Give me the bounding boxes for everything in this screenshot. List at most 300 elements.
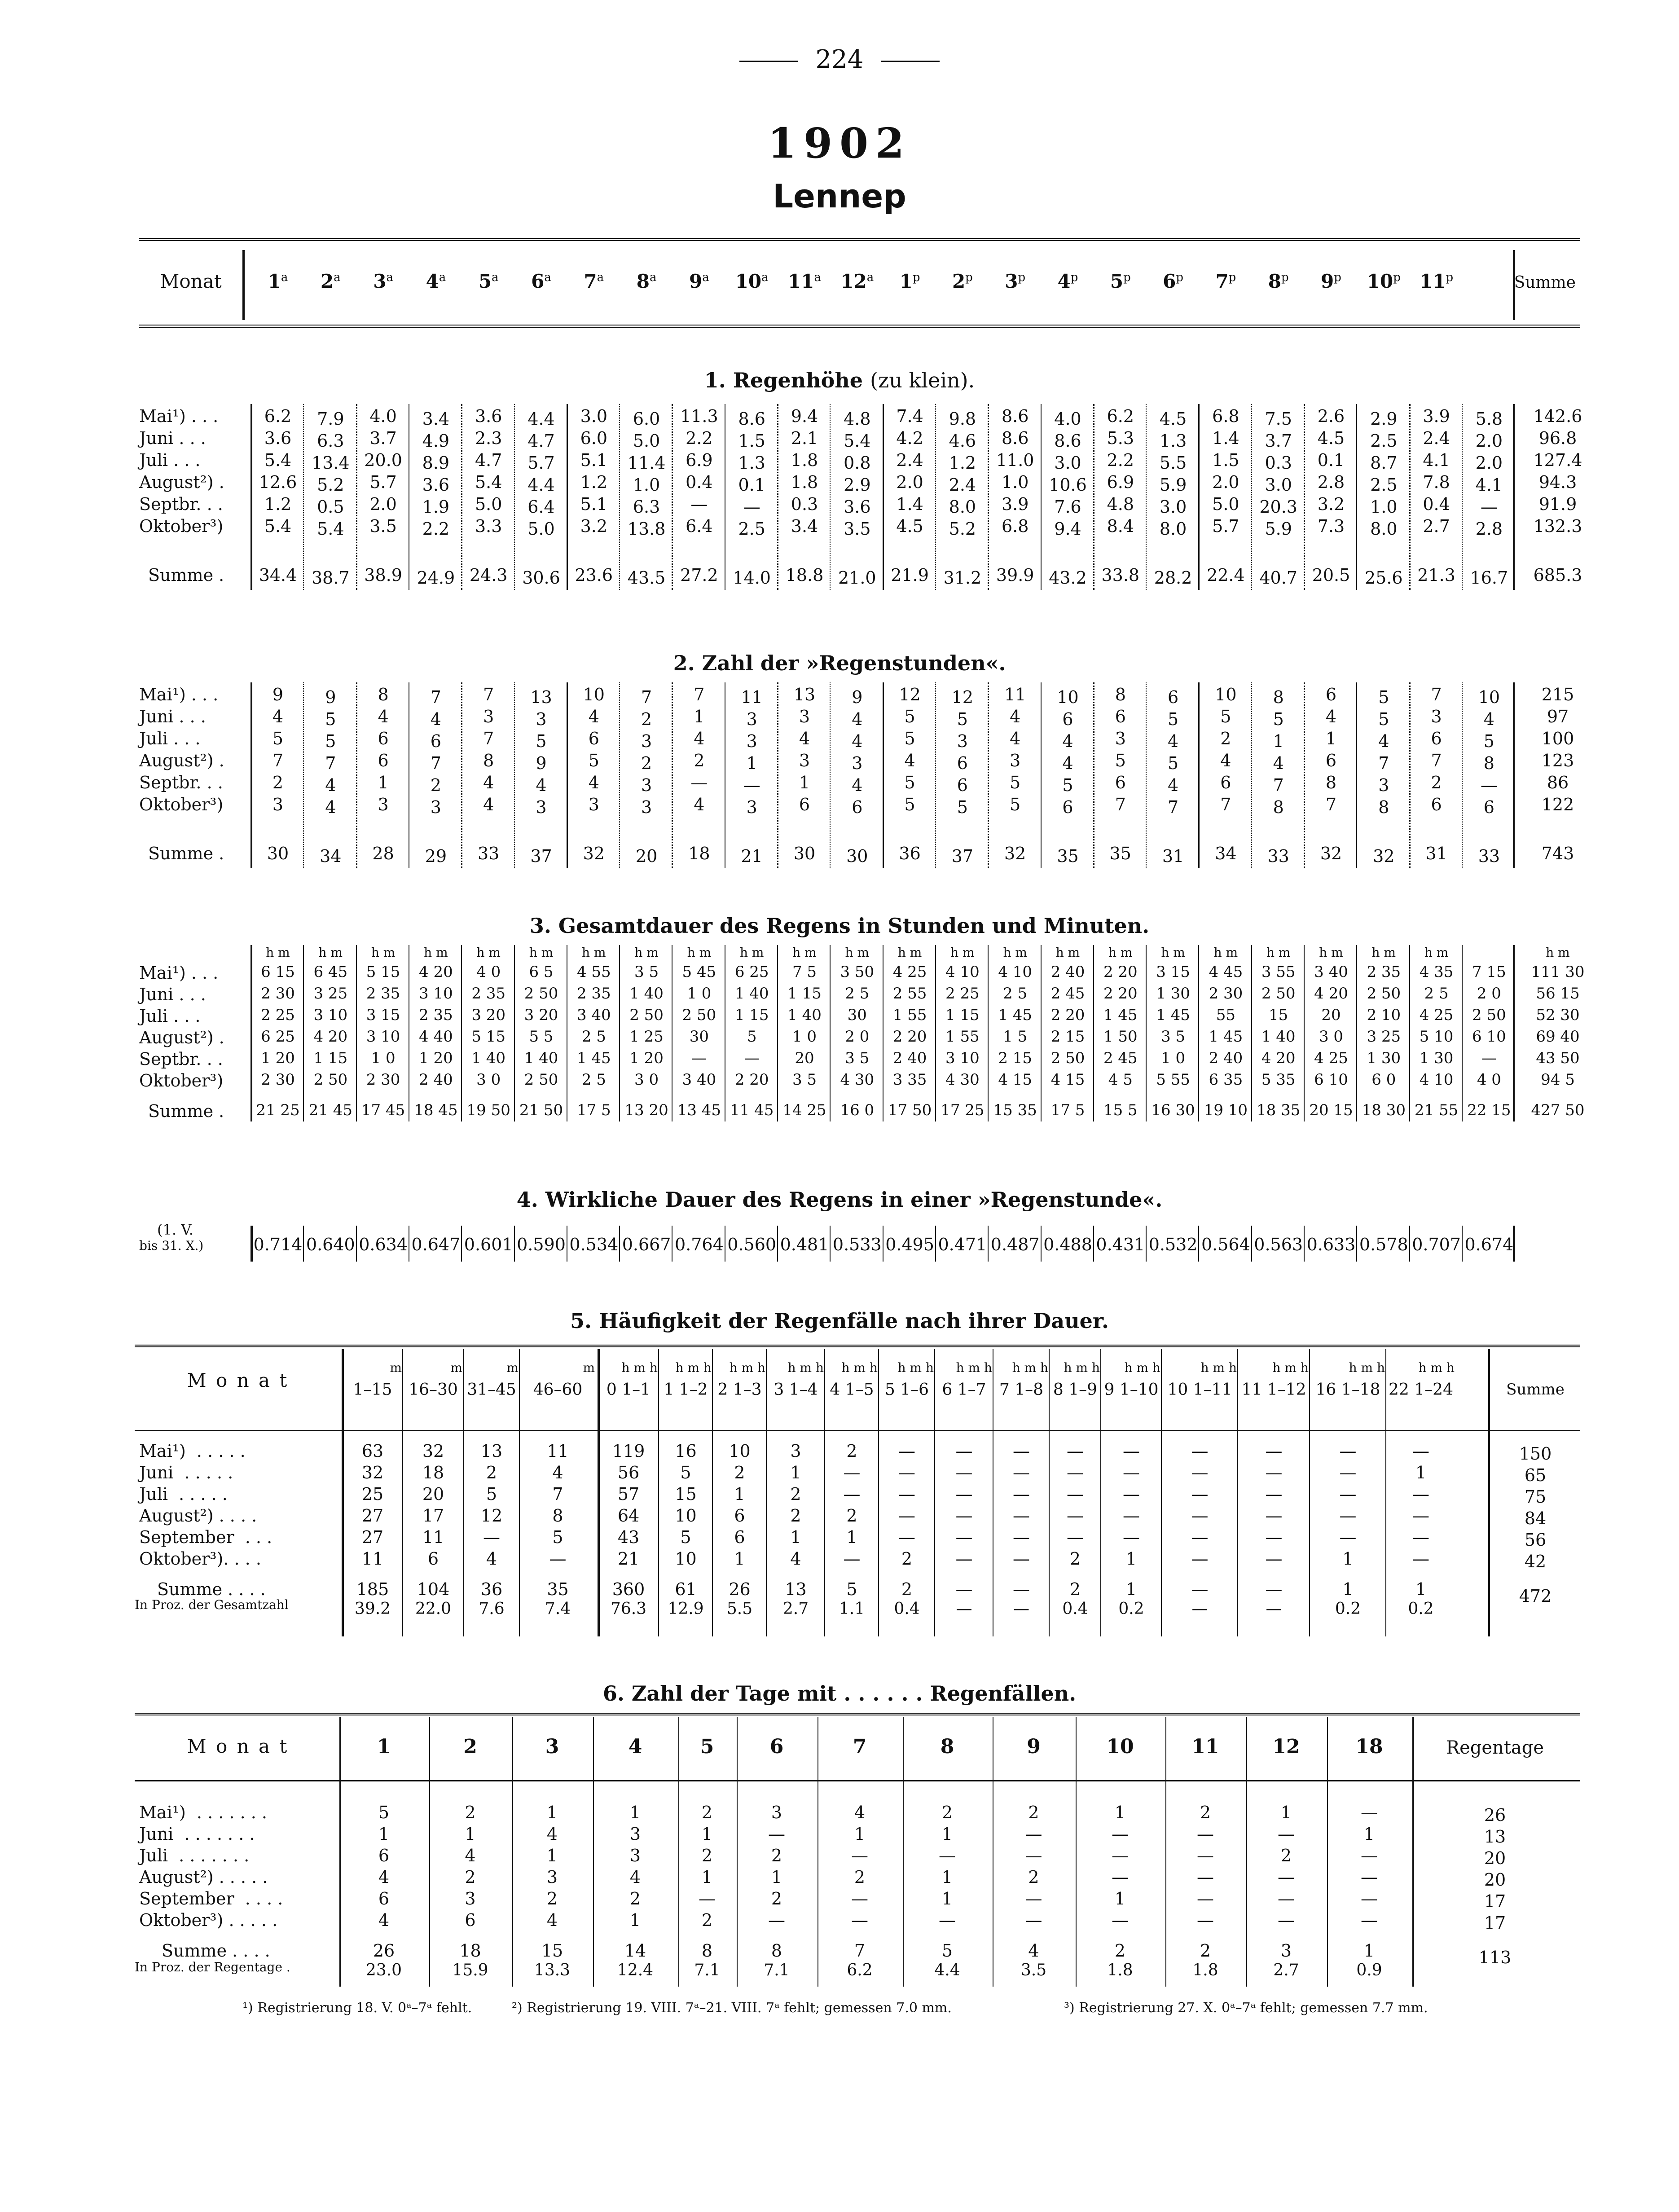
duration-value: 0.578 bbox=[1359, 1235, 1408, 1254]
column-rule bbox=[830, 682, 831, 868]
month-label: Juli . . . bbox=[139, 1006, 201, 1026]
value-cell: 20 bbox=[422, 1484, 444, 1504]
value-cell: 2 bbox=[1069, 1549, 1081, 1569]
value-cell: 5 bbox=[904, 773, 915, 792]
column-rule bbox=[934, 1349, 935, 1636]
row-sum: 75 bbox=[1524, 1487, 1547, 1507]
value-cell: 4.8 bbox=[1107, 494, 1134, 514]
column-rule bbox=[461, 1226, 462, 1262]
value-cell: 3 bbox=[771, 1803, 782, 1822]
value-cell: 1.0 bbox=[633, 475, 660, 495]
value-cell: 2 35 bbox=[576, 985, 611, 1003]
value-cell: 4 bbox=[1062, 753, 1073, 773]
duration-class-header: 1 1–2 bbox=[664, 1381, 708, 1399]
value-cell: 13 bbox=[793, 685, 816, 704]
value-cell: — bbox=[1265, 1463, 1283, 1482]
month-label: August²) . bbox=[139, 751, 224, 770]
value-cell: — bbox=[1197, 1846, 1214, 1865]
column-sum: 14 25 bbox=[782, 1101, 826, 1119]
value-cell: 6 bbox=[799, 795, 810, 814]
column-rule bbox=[514, 404, 515, 590]
value-cell: 3.0 bbox=[1265, 475, 1292, 495]
value-cell: 6 bbox=[427, 1549, 439, 1569]
value-cell: — bbox=[1123, 1527, 1140, 1547]
value-cell: 5 bbox=[272, 729, 284, 748]
value-cell: 6 bbox=[378, 1889, 390, 1909]
value-cell: 5.7 bbox=[369, 472, 397, 492]
hour-header-cell: 2$^p$ bbox=[952, 270, 973, 292]
value-cell: 6 bbox=[1325, 751, 1337, 770]
column-sum: 32 bbox=[1373, 846, 1395, 866]
month-header: M o n a t bbox=[187, 1369, 289, 1391]
value-cell: 3.9 bbox=[1423, 406, 1450, 426]
value-cell: 11 bbox=[361, 1549, 384, 1569]
column-rule bbox=[935, 945, 936, 1121]
value-cell: — bbox=[1067, 1527, 1084, 1547]
value-cell: 6 bbox=[378, 729, 389, 748]
value-cell: 1 45 bbox=[576, 1049, 611, 1067]
section-6-title: 6. Zahl der Tage mit . . . . . . Regenfällen. bbox=[602, 1681, 1077, 1706]
value-cell: 3 5 bbox=[634, 963, 659, 981]
column-sum: 7 bbox=[854, 1941, 866, 1961]
column-rule bbox=[766, 1349, 767, 1636]
column-sum: 1 bbox=[1415, 1579, 1427, 1599]
value-cell: 63 bbox=[361, 1441, 384, 1461]
duration-class-header: 5 1–6 bbox=[884, 1381, 929, 1399]
value-cell: 1.5 bbox=[1212, 450, 1239, 470]
row-sum: 20 bbox=[1484, 1870, 1506, 1890]
column-rule bbox=[1409, 1226, 1410, 1262]
value-cell: 4 bbox=[546, 1910, 558, 1930]
column-sum: 26 bbox=[373, 1941, 395, 1961]
value-cell: 3.2 bbox=[580, 516, 608, 536]
column-rule bbox=[1093, 682, 1094, 868]
value-cell: 0.5 bbox=[317, 497, 344, 517]
value-cell: — bbox=[1480, 497, 1498, 517]
value-cell: — bbox=[1481, 1049, 1497, 1067]
column-rule bbox=[461, 404, 462, 590]
value-cell: 3 bbox=[629, 1824, 641, 1844]
duration-value: 0.564 bbox=[1201, 1235, 1250, 1254]
column-rule bbox=[1304, 945, 1305, 1121]
value-cell: 1 25 bbox=[629, 1028, 664, 1046]
value-cell: 1 bbox=[465, 1824, 476, 1844]
value-cell: — bbox=[1025, 1889, 1042, 1909]
value-cell: 2 30 bbox=[261, 985, 295, 1003]
month-label: August²) . . . . bbox=[139, 1506, 257, 1526]
value-cell: 1 bbox=[1273, 731, 1284, 751]
value-cell: 4.0 bbox=[1054, 409, 1081, 429]
value-cell: 4 25 bbox=[892, 963, 927, 981]
column-sum: 38.7 bbox=[311, 568, 350, 588]
value-cell: 2 25 bbox=[261, 1006, 295, 1024]
row-sum: 132.3 bbox=[1533, 516, 1582, 536]
month-header: M o n a t bbox=[187, 1735, 289, 1757]
value-cell: 9.8 bbox=[949, 409, 976, 429]
column-sum: 2 bbox=[1200, 1941, 1211, 1961]
value-cell: 3.4 bbox=[422, 409, 450, 429]
value-cell: — bbox=[955, 1463, 973, 1482]
value-cell: 6 bbox=[1168, 687, 1179, 707]
hour-header-cell: 10$^p$ bbox=[1367, 270, 1401, 292]
value-cell: 6.0 bbox=[580, 428, 608, 448]
month-label: Mai¹) . . . bbox=[139, 406, 219, 426]
row-sum: 123 bbox=[1541, 751, 1574, 770]
value-cell: 2 bbox=[701, 1803, 713, 1822]
value-cell: 5.0 bbox=[527, 519, 555, 539]
column-rule bbox=[303, 404, 304, 590]
row-sum: 65 bbox=[1524, 1465, 1547, 1485]
value-cell: 2 50 bbox=[1472, 1006, 1506, 1024]
value-cell: 5.5 bbox=[1159, 453, 1187, 473]
month-label: Juli . . . bbox=[139, 450, 201, 470]
column-rule bbox=[1246, 1717, 1247, 1987]
percent-cell: 0.4 bbox=[1062, 1600, 1088, 1618]
value-cell: 2 50 bbox=[1367, 985, 1401, 1003]
value-cell: 4 bbox=[1168, 731, 1179, 751]
column-rule bbox=[1041, 945, 1042, 1121]
value-cell: 2 40 bbox=[1209, 1049, 1243, 1067]
column-rule bbox=[1198, 945, 1199, 1121]
value-cell: 1.4 bbox=[896, 494, 923, 514]
value-cell: 6 45 bbox=[313, 963, 348, 981]
duration-value: 0.471 bbox=[938, 1235, 987, 1254]
value-cell: 1 bbox=[629, 1803, 641, 1822]
value-cell: 6.8 bbox=[1212, 406, 1239, 426]
value-cell: 4.7 bbox=[527, 431, 555, 451]
value-cell: 5 bbox=[1168, 753, 1179, 773]
duration-value: 0.563 bbox=[1254, 1235, 1303, 1254]
value-cell: 3 10 bbox=[419, 985, 453, 1003]
value-cell: 4 bbox=[852, 709, 863, 729]
unit-label: h m h bbox=[1200, 1360, 1237, 1375]
value-cell: 2 bbox=[465, 1803, 476, 1822]
value-cell: 1 bbox=[734, 1484, 745, 1504]
column-rule bbox=[429, 1717, 430, 1987]
column-sum: 16 0 bbox=[840, 1101, 875, 1119]
value-cell: 1 45 bbox=[1103, 1006, 1138, 1024]
column-sum: 32 bbox=[1320, 844, 1342, 863]
value-cell: 5.4 bbox=[844, 431, 871, 451]
column-rule bbox=[1161, 1349, 1162, 1636]
value-cell: 12.6 bbox=[259, 472, 297, 492]
value-cell: — bbox=[1412, 1484, 1429, 1504]
value-cell: 20.0 bbox=[364, 450, 402, 470]
value-cell: 4.1 bbox=[1423, 450, 1450, 470]
column-rule bbox=[1356, 945, 1357, 1121]
column-rule bbox=[1198, 1226, 1199, 1262]
duration-class-header: 31–45 bbox=[467, 1381, 516, 1399]
percent-cell: 4.4 bbox=[934, 1961, 960, 1979]
value-cell: 3 bbox=[790, 1441, 801, 1461]
value-cell: 2 bbox=[486, 1463, 497, 1482]
value-cell: — bbox=[1265, 1484, 1283, 1504]
count-header: 9 bbox=[1027, 1735, 1041, 1758]
value-cell: — bbox=[1191, 1527, 1209, 1547]
value-cell: 1 0 bbox=[1161, 1049, 1186, 1067]
value-cell: 8.0 bbox=[949, 497, 976, 517]
value-cell: 1 bbox=[1415, 1463, 1427, 1482]
hour-header-cell: 8$^a$ bbox=[636, 270, 657, 292]
value-cell: 1 bbox=[546, 1846, 558, 1865]
month-label: Oktober³). . . . bbox=[139, 1549, 261, 1569]
unit-label: h m bbox=[1319, 945, 1343, 960]
hour-header-cell: 3$^a$ bbox=[373, 270, 393, 292]
column-rule bbox=[672, 682, 673, 868]
value-cell: 7.9 bbox=[317, 409, 344, 429]
value-cell: 4.9 bbox=[422, 431, 450, 451]
column-sum: 13 20 bbox=[624, 1101, 668, 1119]
column-rule bbox=[988, 945, 989, 1121]
column-sum: 21.3 bbox=[1417, 565, 1455, 585]
value-cell: 1 bbox=[790, 1527, 801, 1547]
value-cell: 20 bbox=[795, 1049, 814, 1067]
value-cell: 11 bbox=[422, 1527, 444, 1547]
value-cell: 7 bbox=[1115, 795, 1126, 814]
value-cell: 3.2 bbox=[1317, 494, 1345, 514]
percent-cell: 13.3 bbox=[534, 1961, 571, 1979]
value-cell: 3.0 bbox=[580, 406, 608, 426]
value-cell: 5.7 bbox=[1212, 516, 1239, 536]
column-rule bbox=[883, 404, 884, 590]
value-cell: 3 bbox=[799, 707, 810, 726]
value-cell: 2 50 bbox=[524, 1071, 558, 1089]
value-cell: 6 bbox=[852, 797, 863, 817]
value-cell: 7 bbox=[483, 729, 494, 748]
value-cell: 4 bbox=[546, 1824, 558, 1844]
month-label: Septbr. . . bbox=[139, 494, 223, 514]
value-cell: — bbox=[744, 1049, 760, 1067]
hour-header-cell: 4$^p$ bbox=[1057, 270, 1078, 292]
value-cell: 1 45 bbox=[998, 1006, 1033, 1024]
value-cell: 6 5 bbox=[529, 963, 554, 981]
value-cell: 5 bbox=[904, 707, 915, 726]
value-cell: 2 35 bbox=[419, 1006, 453, 1024]
month-label: August²) . bbox=[139, 472, 224, 492]
column-rule bbox=[619, 945, 620, 1121]
column-sum: 30.6 bbox=[522, 568, 560, 588]
unit-label: h m bbox=[318, 945, 343, 960]
hour-header-cell: 6$^a$ bbox=[531, 270, 551, 292]
value-cell: 13 bbox=[530, 687, 552, 707]
hour-header-cell: 5$^p$ bbox=[1110, 270, 1131, 292]
value-cell: — bbox=[743, 497, 760, 517]
value-cell: 2 bbox=[465, 1867, 476, 1887]
hour-header-cell: 1$^a$ bbox=[268, 270, 288, 292]
column-sum: 19 50 bbox=[466, 1101, 510, 1119]
column-rule bbox=[1356, 1226, 1357, 1262]
duration-class-header: 46–60 bbox=[533, 1381, 583, 1399]
value-cell: 2 35 bbox=[366, 985, 400, 1003]
month-label: Juli . . . bbox=[139, 729, 201, 748]
column-sum: 43.5 bbox=[627, 568, 666, 588]
value-cell: 6.3 bbox=[633, 497, 660, 517]
value-cell: — bbox=[1361, 1889, 1378, 1909]
value-cell: 5.4 bbox=[264, 450, 292, 470]
unit-label: h m bbox=[687, 945, 712, 960]
value-cell: 4 bbox=[694, 729, 705, 748]
value-cell: 4 bbox=[378, 1867, 390, 1887]
percent-cell: 7.4 bbox=[545, 1600, 571, 1618]
column-sum: 35 bbox=[547, 1579, 569, 1599]
value-cell: 1.3 bbox=[738, 453, 765, 473]
value-cell: 5 55 bbox=[1156, 1071, 1190, 1089]
value-cell: 5 15 bbox=[366, 963, 400, 981]
value-cell: 57 bbox=[617, 1484, 640, 1504]
value-cell: 5 bbox=[1010, 795, 1021, 814]
value-cell: 1.0 bbox=[1001, 472, 1029, 492]
value-cell: 2 bbox=[694, 751, 705, 770]
column-sum: 14 bbox=[624, 1941, 646, 1961]
percent-cell: 7.6 bbox=[479, 1600, 505, 1618]
count-header: 18 bbox=[1355, 1735, 1383, 1758]
unit-label: h m h bbox=[1012, 1360, 1048, 1375]
value-cell: 4 bbox=[1010, 729, 1021, 748]
column-rule bbox=[883, 682, 884, 868]
duration-value: 0.674 bbox=[1464, 1235, 1514, 1254]
value-cell: 55 bbox=[1216, 1006, 1236, 1024]
duration-class-header: 22 1–24 bbox=[1389, 1381, 1453, 1399]
column-rule bbox=[1488, 1349, 1490, 1636]
column-sum: 20.5 bbox=[1312, 565, 1350, 585]
value-cell: 4 30 bbox=[840, 1071, 875, 1089]
value-cell: 4 0 bbox=[476, 963, 501, 981]
value-cell: 4 bbox=[483, 773, 494, 792]
value-cell: 3 35 bbox=[892, 1071, 927, 1089]
unit-label: h m bbox=[266, 945, 290, 960]
value-cell: 6.3 bbox=[317, 431, 344, 451]
value-cell: — bbox=[1339, 1527, 1357, 1547]
column-sum: 3 bbox=[1280, 1941, 1292, 1961]
value-cell: 7 bbox=[1220, 795, 1231, 814]
column-sum: 20 15 bbox=[1309, 1101, 1353, 1119]
value-cell: 4 25 bbox=[1314, 1049, 1348, 1067]
column-sum: 36 bbox=[899, 844, 921, 863]
value-cell: 6.2 bbox=[264, 406, 292, 426]
column-rule bbox=[777, 404, 778, 590]
column-rule bbox=[1146, 682, 1147, 868]
value-cell: 1 bbox=[941, 1889, 953, 1909]
row-sum: 122 bbox=[1541, 795, 1574, 814]
value-cell: 4 20 bbox=[419, 963, 453, 981]
column-sum: — bbox=[955, 1579, 973, 1599]
percent-cell: 3.5 bbox=[1020, 1961, 1047, 1979]
column-rule bbox=[824, 1349, 825, 1636]
page-number: 224 bbox=[0, 45, 1679, 74]
column-rule bbox=[619, 404, 620, 590]
value-cell: 10 bbox=[1215, 685, 1237, 704]
month-label: Oktober³) bbox=[139, 516, 224, 536]
column-sum: 33 bbox=[1267, 846, 1289, 866]
column-sum: 17 25 bbox=[941, 1101, 985, 1119]
column-sum: 21 50 bbox=[519, 1101, 563, 1119]
column-sum: — bbox=[1191, 1579, 1209, 1599]
value-cell: 4.4 bbox=[527, 409, 555, 429]
column-rule bbox=[935, 1226, 936, 1262]
value-cell: 11.3 bbox=[680, 406, 718, 426]
value-cell: — bbox=[1191, 1549, 1209, 1569]
value-cell: 5 bbox=[1010, 773, 1021, 792]
value-cell: — bbox=[955, 1527, 973, 1547]
value-cell: 6 bbox=[378, 1846, 390, 1865]
value-cell: 2 50 bbox=[524, 985, 558, 1003]
value-cell: — bbox=[1339, 1441, 1357, 1461]
value-cell: 1 bbox=[701, 1824, 713, 1844]
value-cell: 5 45 bbox=[682, 963, 716, 981]
row-sum: 13 bbox=[1484, 1827, 1506, 1847]
table-rule bbox=[135, 1713, 1580, 1715]
unit-label: h m bbox=[739, 945, 764, 960]
value-cell: 5 bbox=[325, 709, 336, 729]
month-label: Juli . . . . . bbox=[139, 1484, 228, 1504]
value-cell: 17 bbox=[422, 1506, 444, 1526]
column-rule bbox=[737, 1717, 738, 1987]
value-cell: 5 bbox=[957, 797, 968, 817]
value-cell: 3.6 bbox=[475, 406, 502, 426]
percent-cell: 0.4 bbox=[894, 1600, 920, 1618]
value-cell: — bbox=[1123, 1506, 1140, 1526]
value-cell: 30 bbox=[847, 1006, 867, 1024]
value-cell: 8 bbox=[1273, 797, 1284, 817]
value-cell: 1 bbox=[1280, 1803, 1292, 1822]
value-cell: 7 bbox=[272, 751, 284, 770]
value-cell: 7.3 bbox=[1317, 516, 1345, 536]
column-sum: — bbox=[1013, 1579, 1030, 1599]
value-cell: 3 0 bbox=[476, 1071, 501, 1089]
value-cell: 11.4 bbox=[627, 453, 666, 473]
value-cell: 4 25 bbox=[1419, 1006, 1454, 1024]
value-cell: 4.2 bbox=[896, 428, 923, 448]
value-cell: 2 bbox=[734, 1463, 745, 1482]
percent-cell: 2.7 bbox=[1273, 1961, 1299, 1979]
value-cell: — bbox=[1361, 1910, 1378, 1930]
value-cell: 6.4 bbox=[686, 516, 713, 536]
column-rule bbox=[1356, 682, 1357, 868]
value-cell: 1.4 bbox=[1212, 428, 1239, 448]
count-header: 10 bbox=[1106, 1735, 1134, 1758]
duration-value: 0.431 bbox=[1096, 1235, 1145, 1254]
row-sum: 215 bbox=[1541, 685, 1574, 704]
unit-label: h m h bbox=[1272, 1360, 1309, 1375]
value-cell: — bbox=[898, 1527, 915, 1547]
value-cell: 4 bbox=[588, 707, 599, 726]
value-cell: 2 5 bbox=[581, 1071, 606, 1089]
column-sum: 23.6 bbox=[575, 565, 613, 585]
column-rule bbox=[658, 1349, 659, 1636]
sum-row-label: Summe . bbox=[148, 565, 224, 585]
unit-label: h m h bbox=[1349, 1360, 1385, 1375]
value-cell: — bbox=[1265, 1441, 1283, 1461]
duration-value: 0.487 bbox=[990, 1235, 1040, 1254]
column-sum: 30 bbox=[267, 844, 289, 863]
value-cell: 2.9 bbox=[1370, 409, 1398, 429]
value-cell: 15 bbox=[1269, 1006, 1288, 1024]
value-cell: 2 bbox=[790, 1484, 801, 1504]
unit-label: h m bbox=[1266, 945, 1291, 960]
hour-header-cell: 8$^p$ bbox=[1268, 270, 1289, 292]
value-cell: 5 bbox=[680, 1463, 691, 1482]
value-cell: 2.4 bbox=[896, 450, 923, 470]
value-cell: 8.0 bbox=[1159, 519, 1187, 539]
column-rule bbox=[461, 945, 462, 1121]
percent-cell: 12.9 bbox=[668, 1600, 704, 1618]
column-rule bbox=[1100, 1349, 1101, 1636]
value-cell: 6.9 bbox=[1107, 472, 1134, 492]
column-sum: 43.2 bbox=[1049, 568, 1087, 588]
value-cell: — bbox=[898, 1506, 915, 1526]
value-cell: 3.0 bbox=[1159, 497, 1187, 517]
value-cell: 4 20 bbox=[1314, 985, 1348, 1003]
